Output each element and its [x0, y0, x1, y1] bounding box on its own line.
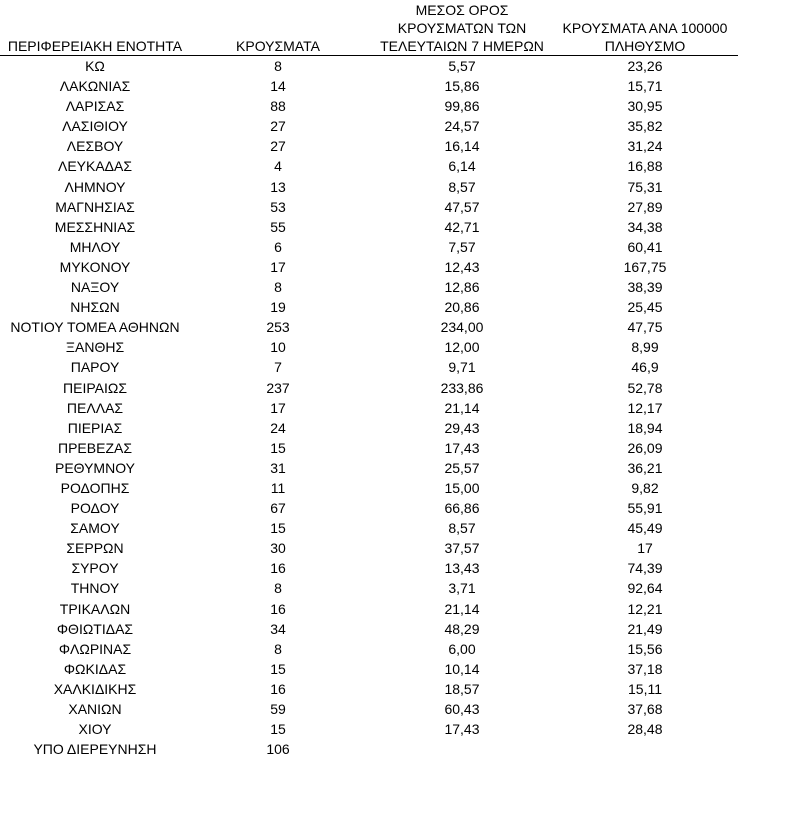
cell-per100k: 36,21 [627, 459, 663, 476]
cell-per100k: 92,64 [627, 580, 663, 597]
cell-per100k: 37,18 [627, 660, 663, 677]
cell-cases: 237 [266, 379, 290, 396]
cell-region: ΡΕΘΥΜΝΟΥ [54, 459, 135, 476]
cell-per100k: 23,26 [627, 58, 663, 74]
table-row [0, 699, 788, 719]
cell-region: ΦΛΩΡΙΝΑΣ [58, 640, 132, 657]
cell-region: ΧΑΝΙΩΝ [68, 701, 122, 717]
cell-region: ΥΠΟ ΔΙΕΡΕΥΝΗΣΗ [33, 741, 157, 758]
cell-avg7: 17,43 [444, 721, 480, 738]
cell-cases: 31 [270, 459, 286, 476]
table-row [0, 418, 788, 438]
header-avg7 [372, 1, 552, 55]
cell-avg7: 3,71 [448, 580, 476, 597]
table-row [0, 56, 788, 76]
table-row [0, 156, 788, 176]
cell-avg7: 13,43 [444, 560, 480, 577]
cell-region: ΠΑΡΟΥ [70, 359, 120, 376]
cell-region: ΧΙΟΥ [78, 721, 112, 738]
table-row [0, 257, 788, 277]
cell-per100k: 55,91 [627, 500, 663, 517]
cell-avg7: 6,14 [448, 158, 476, 175]
cell-avg7: 60,43 [444, 701, 480, 717]
cell-cases: 27 [270, 118, 286, 135]
cell-avg7: 15,86 [444, 78, 480, 95]
cell-per100k: 167,75 [623, 258, 667, 275]
cell-cases: 16 [270, 680, 286, 697]
cell-region: ΤΡΙΚΑΛΩΝ [59, 600, 131, 617]
cell-per100k: 31,24 [627, 138, 663, 155]
cell-avg7: 12,86 [444, 279, 480, 296]
table-row [0, 558, 788, 578]
header-region [0, 37, 190, 55]
cell-region: ΝΑΞΟΥ [70, 279, 120, 296]
cell-cases: 19 [270, 299, 286, 316]
cell-region: ΜΕΣΣΗΝΙΑΣ [54, 218, 136, 235]
cell-region: ΤΗΝΟΥ [70, 580, 120, 597]
cell-per100k: 18,94 [627, 419, 663, 436]
cell-region: ΡΟΔΟΥ [70, 500, 120, 517]
cell-per100k: 25,45 [627, 299, 663, 316]
cell-region: ΛΑΣΙΘΙΟΥ [62, 118, 128, 135]
table-row [0, 378, 788, 398]
cell-avg7: 24,57 [444, 118, 480, 135]
table-row [0, 679, 788, 699]
header-per100k-line-1: ΚΡΟΥΣΜΑΤΑ ΑΝΑ 100000 [562, 20, 728, 36]
cell-cases: 24 [270, 419, 286, 436]
table-row [0, 76, 788, 96]
table-row [0, 317, 788, 337]
cell-avg7: 17,43 [444, 439, 480, 456]
table-row [0, 357, 788, 377]
cell-cases: 34 [270, 620, 286, 637]
cell-per100k: 12,17 [627, 399, 663, 416]
cell-cases: 10 [270, 339, 286, 356]
table-row [0, 498, 788, 518]
cell-region: ΚΩ [85, 58, 105, 74]
cell-region: ΜΑΓΝΗΣΙΑΣ [55, 198, 135, 215]
cell-cases: 59 [270, 701, 286, 717]
cell-cases: 16 [270, 560, 286, 577]
header-avg7-line-2: ΚΡΟΥΣΜΑΤΩΝ ΤΩΝ [397, 20, 527, 36]
header-cases-line: ΚΡΟΥΣΜΑΤΑ [236, 38, 320, 54]
cell-avg7: 7,57 [448, 238, 476, 255]
cell-per100k: 15,71 [627, 78, 663, 95]
cell-avg7: 16,14 [444, 138, 480, 155]
table-row [0, 116, 788, 136]
cell-cases: 8 [274, 580, 282, 597]
cell-region: ΜΥΚΟΝΟΥ [59, 258, 131, 275]
cell-cases: 53 [270, 198, 286, 215]
cell-cases: 253 [266, 319, 290, 336]
cell-avg7: 10,14 [444, 660, 480, 677]
header-region-line: ΠΕΡΙΦΕΡΕΙΑΚΗ ΕΝΟΤΗΤΑ [7, 38, 183, 54]
cell-cases: 7 [274, 359, 282, 376]
table-row [0, 136, 788, 156]
cell-avg7: 234,00 [440, 319, 484, 336]
cell-cases: 27 [270, 138, 286, 155]
cell-cases: 13 [270, 178, 286, 195]
cell-region: ΠΕΛΛΑΣ [66, 399, 124, 416]
cell-avg7: 15,00 [444, 479, 480, 496]
table-row [0, 237, 788, 257]
cell-cases: 8 [274, 640, 282, 657]
cell-region: ΝΗΣΩΝ [70, 299, 120, 316]
cell-avg7: 20,86 [444, 299, 480, 316]
cell-avg7: 21,14 [444, 600, 480, 617]
cell-per100k: 37,68 [627, 701, 663, 717]
table-row [0, 518, 788, 538]
cell-per100k: 38,39 [627, 279, 663, 296]
cell-region: ΣΑΜΟΥ [70, 520, 120, 537]
cell-per100k: 27,89 [627, 198, 663, 215]
cell-per100k: 75,31 [627, 178, 663, 195]
table-row [0, 538, 788, 558]
cell-per100k: 28,48 [627, 721, 663, 738]
cell-per100k: 15,56 [627, 640, 663, 657]
cell-per100k: 47,75 [627, 319, 663, 336]
cell-per100k: 12,21 [627, 600, 663, 617]
cell-avg7: 6,00 [448, 640, 476, 657]
cell-region: ΜΗΛΟΥ [69, 238, 121, 255]
cell-region: ΦΩΚΙΔΑΣ [63, 660, 127, 677]
cell-avg7: 8,57 [448, 178, 476, 195]
cell-avg7: 12,43 [444, 258, 480, 275]
cell-region: ΛΕΥΚΑΔΑΣ [57, 158, 133, 175]
cell-cases: 8 [274, 58, 282, 74]
cell-avg7: 66,86 [444, 500, 480, 517]
cell-per100k: 9,82 [631, 479, 659, 496]
header-per100k-line-2: ΠΛΗΘΥΣΜΟ [604, 38, 686, 54]
cell-avg7: 5,57 [448, 58, 476, 74]
table-row [0, 177, 788, 197]
cell-avg7: 37,57 [444, 540, 480, 557]
cell-cases: 8 [274, 279, 282, 296]
cell-per100k: 74,39 [627, 560, 663, 577]
cell-cases: 6 [274, 238, 282, 255]
cell-region: ΛΗΜΝΟΥ [64, 178, 126, 195]
cell-region: ΞΑΝΘΗΣ [65, 339, 125, 356]
table-row [0, 337, 788, 357]
cell-per100k: 16,88 [627, 158, 663, 175]
cell-region: ΠΡΕΒΕΖΑΣ [57, 439, 132, 456]
cell-cases: 55 [270, 218, 286, 235]
table-body [0, 56, 788, 759]
cell-per100k: 21,49 [627, 620, 663, 637]
table-row [0, 659, 788, 679]
cell-avg7: 8,57 [448, 520, 476, 537]
cell-avg7: 42,71 [444, 218, 480, 235]
cell-avg7: 9,71 [448, 359, 476, 376]
header-avg7-line-1: ΜΕΣΟΣ ΟΡΟΣ [415, 2, 509, 18]
cell-avg7: 48,29 [444, 620, 480, 637]
table-row [0, 96, 788, 116]
table-row [0, 719, 788, 739]
header-per100k [552, 19, 738, 55]
cell-region: ΣΕΡΡΩΝ [66, 540, 124, 557]
cell-avg7: 12,00 [444, 339, 480, 356]
cell-avg7: 29,43 [444, 419, 480, 436]
table-row [0, 619, 788, 639]
cell-region: ΦΘΙΩΤΙΔΑΣ [56, 620, 134, 637]
cell-cases: 15 [270, 520, 286, 537]
cell-per100k: 17 [637, 540, 653, 557]
table-row [0, 599, 788, 619]
cell-cases: 14 [270, 78, 286, 95]
table-row [0, 739, 788, 759]
cell-region: ΡΟΔΟΠΗΣ [60, 479, 130, 496]
cell-cases: 15 [270, 721, 286, 738]
table-row [0, 458, 788, 478]
table-row [0, 297, 788, 317]
cell-region: ΛΕΣΒΟΥ [66, 138, 124, 155]
cell-cases: 16 [270, 600, 286, 617]
cell-cases: 67 [270, 500, 286, 517]
cell-per100k: 45,49 [627, 520, 663, 537]
cell-per100k: 34,38 [627, 218, 663, 235]
cell-region: ΧΑΛΚΙΔΙΚΗΣ [53, 680, 137, 697]
cell-avg7: 21,14 [444, 399, 480, 416]
cell-region: ΠΙΕΡΙΑΣ [67, 419, 123, 436]
table-row [0, 438, 788, 458]
cell-region: ΠΕΙΡΑΙΩΣ [63, 379, 127, 396]
table-row [0, 639, 788, 659]
cell-cases: 17 [270, 258, 286, 275]
cell-avg7: 47,57 [444, 198, 480, 215]
cell-cases: 17 [270, 399, 286, 416]
cell-per100k: 46,9 [631, 359, 659, 376]
cell-region: ΝΟΤΙΟΥ ΤΟΜΕΑ ΑΘΗΝΩΝ [10, 319, 180, 336]
cell-cases: 11 [270, 479, 286, 496]
header-cases [221, 37, 335, 55]
table-row [0, 197, 788, 217]
cell-avg7: 99,86 [444, 98, 480, 115]
cell-avg7: 233,86 [440, 379, 484, 396]
cell-per100k: 8,99 [631, 339, 659, 356]
header-avg7-line-3: ΤΕΛΕΥΤΑΙΩΝ 7 ΗΜΕΡΩΝ [380, 38, 544, 54]
cell-avg7: 25,57 [444, 459, 480, 476]
table-row [0, 398, 788, 418]
table-row [0, 578, 788, 598]
cell-per100k: 26,09 [627, 439, 663, 456]
cell-cases: 106 [266, 741, 290, 758]
cell-cases: 88 [270, 98, 286, 115]
cell-per100k: 30,95 [627, 98, 663, 115]
table-header [0, 0, 788, 55]
cell-region: ΛΑΚΩΝΙΑΣ [59, 78, 131, 95]
cell-per100k: 35,82 [627, 118, 663, 135]
cell-per100k: 60,41 [627, 238, 663, 255]
cell-cases: 4 [274, 158, 282, 175]
cell-avg7: 18,57 [444, 680, 480, 697]
table-row [0, 217, 788, 237]
cell-per100k: 15,11 [628, 680, 662, 697]
table-row [0, 478, 788, 498]
cell-region: ΛΑΡΙΣΑΣ [65, 98, 125, 115]
cell-cases: 15 [270, 439, 286, 456]
cell-region: ΣΥΡΟΥ [71, 560, 119, 577]
cell-cases: 30 [270, 540, 286, 557]
table-row [0, 277, 788, 297]
cell-cases: 15 [270, 660, 286, 677]
cell-per100k: 52,78 [627, 379, 663, 396]
